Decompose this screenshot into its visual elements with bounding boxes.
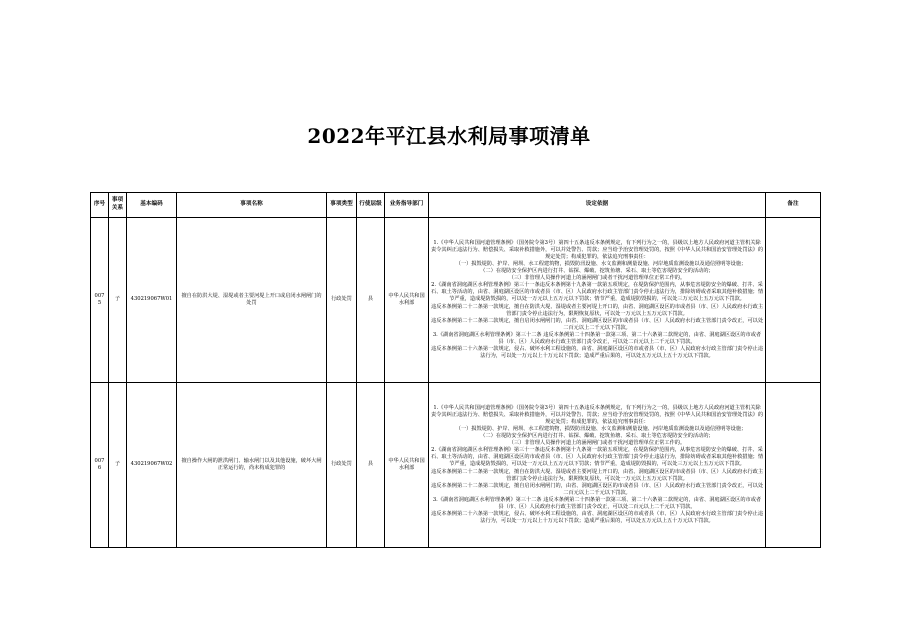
header-name: 事项名称	[177, 193, 327, 218]
basis-line: 1.《中华人民共和国河道管理条例》（国务院令第3号）第四十五条违反本条例规定，有下列行为之一的，县级以上地方人民政府河道主管机关除责令其纠正违法行为、赔偿损失、采取补救措施外，可以并处警告、罚款；应当给予治安管理处罚的，按照《中华人民共和国治安管理处罚法》的规定处罚；构成犯罪的，依法追究刑事责任：	[431, 240, 764, 261]
header-remark: 备注	[766, 193, 821, 218]
basis-line: （二）在堤防安全保护区内进行打井、钻探、爆破、挖筑鱼塘、采石、取土等危害堤防安全的活动的；	[480, 268, 714, 275]
cell-dept: 中华人民共和国水利部	[385, 218, 429, 383]
cell-seq: 0076	[91, 383, 109, 548]
cell-type: 行政处罚	[327, 383, 357, 548]
basis-line: 违反本条例第二十二条第二款规定，擅自启闭水闸闸门的，由省、洞庭湖区设区的市或者县（市、区）人民政府水行政主管部门责令改正，可以处二百元以上二千元以下罚款。	[431, 482, 764, 496]
basis-line: 违反本条例第二十六条第一款规定，侵占、破坏水利工程设施的，由省、洞庭湖区设区的市或者县（市、区）人民政府水行政主管部门责令停止违法行为，可以处一万元以上十万元以下罚款；造成严重后果的，可以处五万元以上五十万元以下罚款。	[431, 510, 764, 524]
cell-name: 擅自在防洪大堤、湿堤或者主要河堤上开口或启闭水闸闸门的处罚	[177, 218, 327, 383]
basis-line: （三）非管理人员操作河道上的涵闸闸门或者干扰河道管理单位正常工作的。	[508, 275, 686, 282]
cell-code: 430219067W01	[127, 218, 177, 383]
cell-remark	[766, 383, 821, 548]
page-title: 2022年平江县水利局事项清单	[307, 124, 591, 148]
header-code: 基本编码	[127, 193, 177, 218]
cell-basis	[429, 383, 766, 548]
cell-remark	[766, 218, 821, 383]
cell-basis	[429, 218, 766, 383]
basis-line: （二）在堤防安全保护区内进行打井、钻探、爆破、挖筑鱼塘、采石、取土等危害堤防安全的活动的；	[480, 433, 714, 440]
cell-code: 430219067W02	[127, 383, 177, 548]
header-basis: 设定依据	[429, 193, 766, 218]
basis-line: （三）非管理人员操作河道上的涵闸闸门或者干扰河道管理单位正常工作的。	[508, 440, 686, 447]
basis-line: 违反本条例第二十二条第一款规定，擅自在防洪大堤、湿堤或者主要河堤上开口的，由省、洞庭湖区设区的市或者县（市、区）人民政府水行政主管部门责令停止违法行为，限期恢复原状，可以处一万元以上五万元以下罚款。	[431, 468, 764, 482]
basis-line: 2.《湖南省洞庭湖区水利管理条例》第三十一条违反本条例第十九条第一款第五项规定，在堤防保护范围内，从事危害堤防安全的爆破、打井、采石、取土等活动的，由省、洞庭湖区设区的市或者县（市、区）人民政府水行政主管部门责令停止违法行为，排除妨碍或者采取其他补救措施；情节严重，造成堤防毁损的，可以处一万元以上五万元以下罚款；情节严重，造成堤防毁损的，可以处三万元以上五万元以下罚款。	[431, 447, 764, 468]
cell-level: 县	[357, 383, 385, 548]
basis-line: 1.《中华人民共和国河道管理条例》（国务院令第3号）第四十五条违反本条例规定，有下列行为之一的，县级以上地方人民政府河道主管机关除责令其纠正违法行为、赔偿损失、采取补救措施外，可以并处警告、罚款；应当给予治安管理处罚的，按照《中华人民共和国治安管理处罚法》的规定处罚；构成犯罪的，依法追究刑事责任：	[431, 405, 764, 426]
cell-dept: 中华人民共和国水利部	[385, 383, 429, 548]
basis-line: 2.《湖南省洞庭湖区水利管理条例》第三十一条违反本条例第十九条第一款第五项规定，在堤防保护范围内，从事危害堤防安全的爆破、打井、采石、取土等活动的，由省、洞庭湖区设区的市或者县（市、区）人民政府水行政主管部门责令停止违法行为，排除妨碍或者采取其他补救措施；情节严重，造成堤防毁损的，可以处一万元以上五万元以下罚款；情节严重，造成堤防毁损的，可以处三万元以上五万元以下罚款。	[431, 282, 764, 303]
basis-line: 3.《湖南省洞庭湖区水利管理条例》第三十二条 违反本条例第二十四条第一款第三项、第二十六条第二款规定的，由省、洞庭湖区设区的市或者县（市、区）人民政府水行政主管部门责令改正，可以处二百元以上二千元以下罚款。	[432, 496, 762, 510]
header-relation: 事项关系	[109, 193, 127, 218]
basis-line: （一）损毁堤防、护岸、闸坝、水工程建筑物，损毁防汛设施、水文监测和测量设施、河岸地质监测设施以及通信照明等设施；	[455, 261, 747, 268]
cell-seq: 0075	[91, 218, 109, 383]
cell-relation: 子	[109, 218, 127, 383]
table-row	[91, 383, 821, 548]
cell-level: 县	[357, 218, 385, 383]
header-dept: 业务指导部门	[385, 193, 429, 218]
cell-relation: 子	[109, 383, 127, 548]
header-seq: 序号	[91, 193, 109, 218]
basis-line: 违反本条例第二十二条第二款规定，擅自启闭水闸闸门的，由省、洞庭湖区设区的市或者县（市、区）人民政府水行政主管部门责令改正，可以处二百元以上二千元以下罚款。	[431, 317, 764, 331]
basis-line: 3.《湖南省洞庭湖区水利管理条例》第三十二条 违反本条例第二十四条第一款第三项、第二十六条第二款规定的，由省、洞庭湖区设区的市或者县（市、区）人民政府水行政主管部门责令改正，可以处二百元以上二千元以下罚款。	[432, 331, 762, 345]
basis-line: 违反本条例第二十二条第一款规定，擅自在防洪大堤、湿堤或者主要河堤上开口的，由省、洞庭湖区设区的市或者县（市、区）人民政府水行政主管部门责令停止违法行为，限期恢复原状，可以处一万元以上五万元以下罚款。	[431, 303, 764, 317]
header-level: 行使层级	[357, 193, 385, 218]
cell-type: 行政处罚	[327, 218, 357, 383]
matters-table	[90, 192, 821, 548]
table-row	[91, 218, 821, 383]
cell-name: 擅自操作大闸的泄洪闸门、输水闸门以及其他设施，破坏大闸正常运行的，尚未构成犯罪的	[177, 383, 327, 548]
basis-line: （一）损毁堤防、护岸、闸坝、水工程建筑物，损毁防汛设施、水文监测和测量设施、河岸地质监测设施以及通信照明等设施；	[455, 426, 747, 433]
basis-line: 违反本条例第二十六条第一款规定，侵占、破坏水利工程设施的，由省、洞庭湖区设区的市或者县（市、区）人民政府水行政主管部门责令停止违法行为，可以处一万元以上十万元以下罚款；造成严重后果的，可以处五万元以上五十万元以下罚款。	[431, 345, 764, 359]
table-header-row	[91, 193, 821, 218]
header-type: 事项类型	[327, 193, 357, 218]
